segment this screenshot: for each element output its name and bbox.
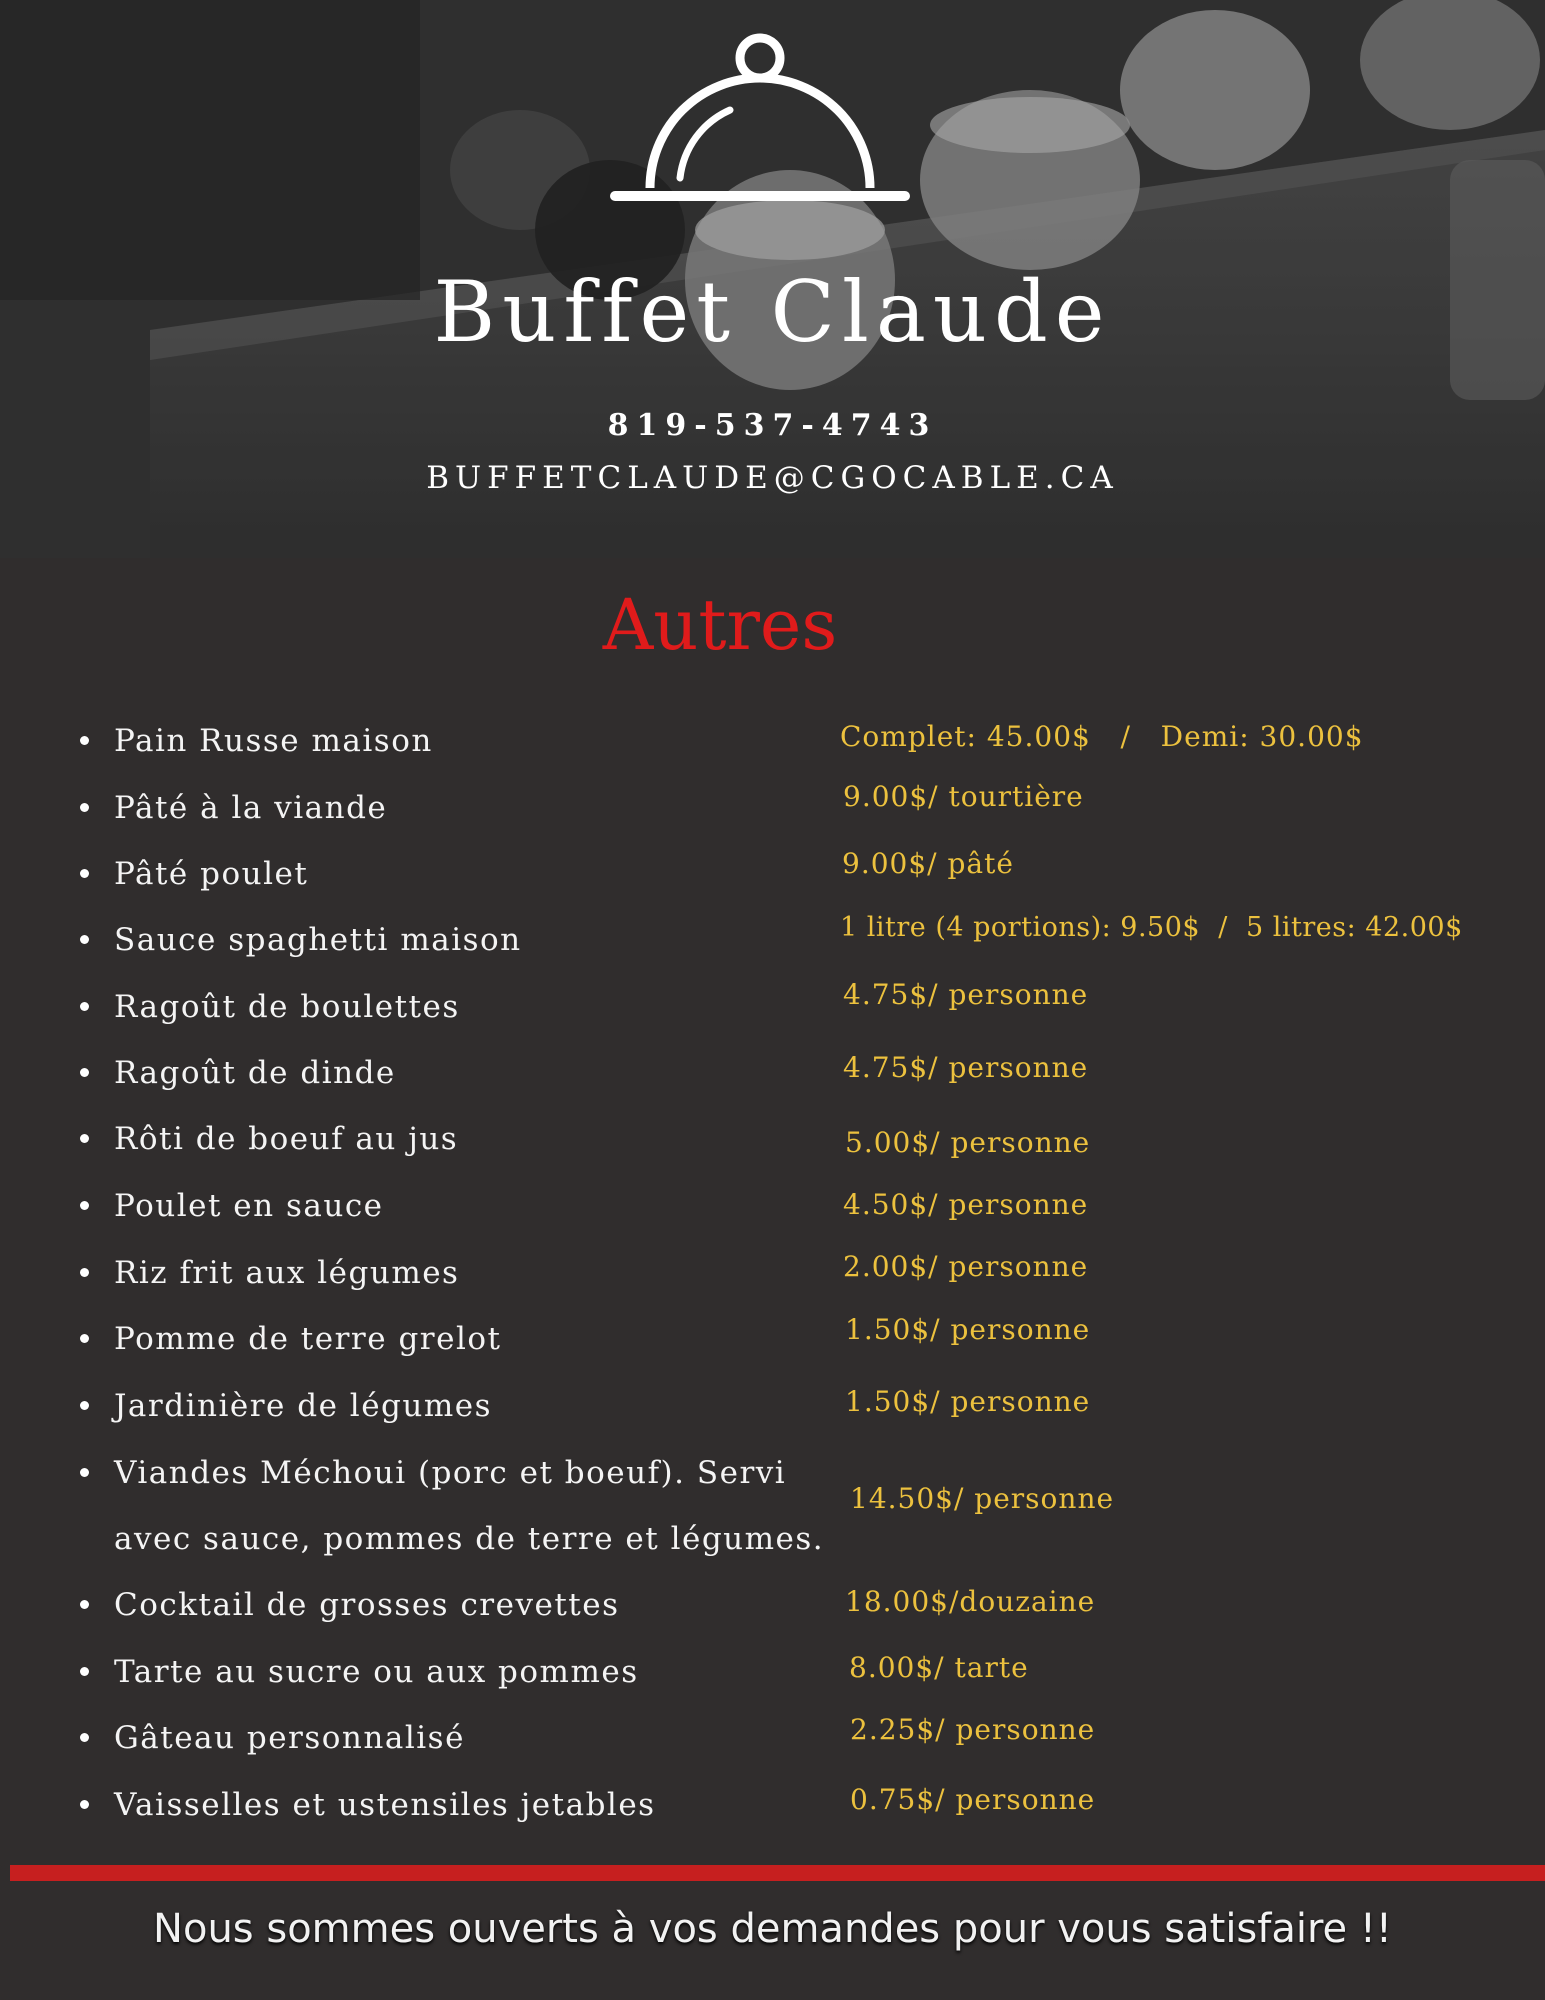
item-name: Viandes Méchoui (porc et boeuf). Servi [114, 1455, 787, 1491]
bullet-icon [80, 1201, 89, 1210]
bullet-icon [80, 935, 89, 944]
item-name: Rôti de boeuf au jus [114, 1121, 459, 1157]
item-price: 1 litre (4 portions): 9.50$ / 5 litres: 42.00$ [840, 912, 1463, 943]
bullet-icon [80, 1002, 89, 1011]
bullet-icon [80, 1401, 89, 1410]
item-price: 5.00$/ personne [845, 1126, 1091, 1159]
item-price: 2.25$/ personne [850, 1713, 1096, 1746]
bullet-icon [80, 1468, 89, 1477]
item-price: 1.50$/ personne [845, 1313, 1091, 1346]
item-price: 4.50$/ personne [843, 1188, 1089, 1221]
item-price: 4.75$/ personne [843, 1051, 1089, 1084]
phone-number: 819-537-4743 [607, 408, 938, 443]
item-name: Ragoût de dinde [114, 1055, 396, 1091]
footer-divider [10, 1865, 1545, 1881]
item-price: 4.75$/ personne [843, 978, 1089, 1011]
item-price: 14.50$/ personne [850, 1482, 1115, 1515]
bullet-icon [80, 869, 89, 878]
bullet-icon [80, 736, 89, 745]
section-title: Autres [602, 584, 838, 666]
item-name-continued: avec sauce, pommes de terre et légumes. [114, 1521, 825, 1557]
bullet-icon [80, 1334, 89, 1343]
bullet-icon [80, 1600, 89, 1609]
bullet-icon [80, 1667, 89, 1676]
item-name: Pain Russe maison [114, 723, 433, 759]
item-price: 18.00$/douzaine [845, 1585, 1096, 1618]
item-price: 9.00$/ tourtière [843, 780, 1084, 813]
email-address: BUFFETCLAUDE@CGOCABLE.CA [426, 460, 1119, 496]
item-price: 1.50$/ personne [845, 1385, 1091, 1418]
item-price: 8.00$/ tarte [849, 1651, 1029, 1684]
item-name: Gâteau personnalisé [114, 1720, 465, 1756]
bullet-icon [80, 1068, 89, 1077]
footer-message: Nous sommes ouverts à vos demandes pour vous satisfaire !! [153, 1906, 1392, 1952]
item-name: Cocktail de grosses crevettes [114, 1587, 620, 1623]
item-name: Tarte au sucre ou aux pommes [114, 1654, 639, 1690]
item-name: Vaisselles et ustensiles jetables [114, 1787, 656, 1823]
item-price: 9.00$/ pâté [842, 847, 1014, 880]
item-name: Pâté poulet [114, 856, 309, 892]
business-name: Buffet Claude [433, 263, 1112, 361]
item-name: Ragoût de boulettes [114, 989, 460, 1025]
item-price: Complet: 45.00$ / Demi: 30.00$ [840, 720, 1364, 753]
bullet-icon [80, 1733, 89, 1742]
bullet-icon [80, 803, 89, 812]
item-price: 0.75$/ personne [850, 1783, 1096, 1816]
item-name: Poulet en sauce [114, 1188, 384, 1224]
bullet-icon [80, 1134, 89, 1143]
bullet-icon [80, 1800, 89, 1809]
bullet-icon [80, 1268, 89, 1277]
item-name: Sauce spaghetti maison [114, 922, 522, 958]
item-name: Riz frit aux légumes [114, 1255, 460, 1291]
item-name: Pâté à la viande [114, 790, 388, 826]
item-name: Pomme de terre grelot [114, 1321, 502, 1357]
item-price: 2.00$/ personne [843, 1250, 1089, 1283]
item-name: Jardinière de légumes [114, 1388, 492, 1424]
